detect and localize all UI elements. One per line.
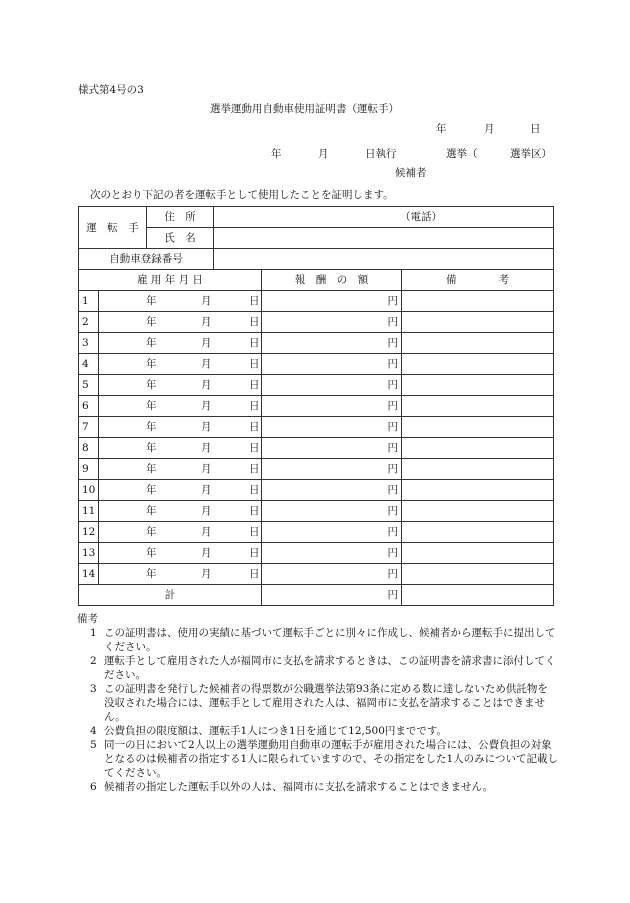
employ-date-field[interactable] [99,312,262,333]
note-number: 3 [90,683,97,695]
row-number: 1 [79,291,99,312]
row-number: 13 [79,543,99,564]
remarks-field[interactable] [402,501,554,522]
employ-date-field[interactable] [99,354,262,375]
row-number: 2 [79,312,99,333]
row-year-label: 年 [146,316,157,328]
note-number: 2 [90,655,97,667]
remarks-field[interactable] [402,312,554,333]
exec-district: 選挙区） [510,148,552,160]
employ-date-field[interactable] [99,522,262,543]
table-row [79,396,554,417]
row-year-label: 年 [146,337,157,349]
row-number: 6 [79,396,99,417]
row-day-label: 日 [249,379,260,391]
remarks-field[interactable] [402,438,554,459]
note-text: この証明書を発行した候補者の得票数が公職選挙法第93条に定める数に達しないため供託物を没収された場合には、運転手として雇用された人は、福岡市に支払を請求することはできません。 [104,683,548,723]
reward-field[interactable] [262,438,402,459]
exec-day: 日執行 [365,148,397,160]
row-day-label: 日 [249,400,260,412]
note-text: この証明書は、使用の実績に基づいて運転手ごとに別々に作成し、候補者から運転手に提出してください。 [104,627,556,653]
row-month-label: 月 [201,442,212,454]
remarks-field[interactable] [402,291,554,312]
remarks-field[interactable] [402,480,554,501]
table-row [79,312,554,333]
date-day: 日 [530,123,541,135]
row-day-label: 日 [249,316,260,328]
remarks-field[interactable] [402,459,554,480]
table-row [79,501,554,522]
col-reward-header: 報 酬 の 額 [262,270,402,291]
employ-date-field[interactable] [99,438,262,459]
row-year-label: 年 [146,505,157,517]
form-number: 様式第4号の3 [78,84,144,96]
reward-field[interactable] [262,396,402,417]
reward-field[interactable] [262,354,402,375]
employ-date-field[interactable] [99,543,262,564]
remarks-field[interactable] [402,417,554,438]
yen-label: 円 [387,400,398,412]
yen-label: 円 [387,463,398,475]
table-row [79,480,554,501]
row-year-label: 年 [146,421,157,433]
address-field[interactable] [214,207,554,228]
total-label: 計 [79,585,262,606]
table-row [79,438,554,459]
note-item [90,780,558,794]
employ-date-field[interactable] [99,333,262,354]
note-text: 候補者の指定した運転手以外の人は、福岡市に支払を請求することはできません。 [104,781,494,793]
yen-label: 円 [387,316,398,328]
remarks-field[interactable] [402,396,554,417]
reward-field[interactable] [262,333,402,354]
reward-field[interactable] [262,459,402,480]
reward-field[interactable] [262,564,402,585]
name-field[interactable] [214,228,554,249]
candidate-label: 候補者 [395,167,427,179]
employ-date-field[interactable] [99,501,262,522]
row-number: 12 [79,522,99,543]
note-text: 公費負担の限度額は、運転手1人につき1日を通じて12,500円までです。 [104,725,448,737]
row-month-label: 月 [201,547,212,559]
row-day-label: 日 [249,421,260,433]
driver-label: 運 転 手 [79,207,147,249]
yen-label: 円 [387,484,398,496]
remarks-field[interactable] [402,375,554,396]
note-number: 5 [90,739,97,751]
row-month-label: 月 [201,400,212,412]
note-number: 4 [90,725,97,737]
yen-label: 円 [387,442,398,454]
car-reg-field[interactable] [214,249,554,270]
employ-date-field[interactable] [99,459,262,480]
notes-section [78,612,558,794]
row-month-label: 月 [201,421,212,433]
note-text: 運転手として雇用された人が福岡市に支払を請求するときは、この証明書を請求書に添付してください。 [104,655,556,681]
row-number: 7 [79,417,99,438]
employ-date-field[interactable] [99,564,262,585]
note-item [90,724,558,738]
yen-label: 円 [387,295,398,307]
row-month-label: 月 [201,526,212,538]
phone-label: （電話） [400,211,442,223]
total-remarks-field[interactable] [402,585,554,606]
remarks-field[interactable] [402,354,554,375]
reward-field[interactable] [262,543,402,564]
row-day-label: 日 [249,547,260,559]
row-day-label: 日 [249,442,260,454]
note-item [90,626,558,654]
row-year-label: 年 [146,547,157,559]
note-text: 同一の日において2人以上の選挙運動用自動車の運転手が雇用された場合には、公費負担の対象となるのは候補者の指定する1人に限られていますので、その指定をした1人のみについて記載してください。 [104,739,558,779]
table-row [79,564,554,585]
remarks-field[interactable] [402,522,554,543]
yen-label: 円 [387,337,398,349]
yen-label: 円 [387,568,398,580]
remarks-field[interactable] [402,543,554,564]
row-year-label: 年 [146,463,157,475]
reward-field[interactable] [262,501,402,522]
total-row [79,585,554,606]
table-row [79,543,554,564]
row-month-label: 月 [201,295,212,307]
remarks-field[interactable] [402,564,554,585]
employ-date-field[interactable] [99,480,262,501]
row-number: 9 [79,459,99,480]
row-year-label: 年 [146,400,157,412]
total-reward-field[interactable] [262,585,402,606]
employ-date-field[interactable] [99,291,262,312]
row-number: 10 [79,480,99,501]
date-month: 月 [484,123,495,135]
row-day-label: 日 [249,526,260,538]
row-number: 11 [79,501,99,522]
row-day-label: 日 [249,505,260,517]
table-row [79,417,554,438]
row-year-label: 年 [146,526,157,538]
employ-date-field[interactable] [99,375,262,396]
row-number: 3 [79,333,99,354]
row-day-label: 日 [249,463,260,475]
reward-field[interactable] [262,522,402,543]
row-number: 4 [79,354,99,375]
reward-field[interactable] [262,480,402,501]
row-month-label: 月 [201,379,212,391]
row-month-label: 月 [201,316,212,328]
yen-label: 円 [387,421,398,433]
yen-label: 円 [387,379,398,391]
row-day-label: 日 [249,295,260,307]
name-label: 氏 名 [147,228,214,249]
row-year-label: 年 [146,295,157,307]
row-day-label: 日 [249,484,260,496]
address-label: 住 所 [147,207,214,228]
yen-label: 円 [387,505,398,517]
table-row [79,459,554,480]
row-year-label: 年 [146,484,157,496]
row-year-label: 年 [146,568,157,580]
reward-field[interactable] [262,312,402,333]
row-month-label: 月 [201,484,212,496]
row-month-label: 月 [201,337,212,349]
row-number: 14 [79,564,99,585]
table-row [79,375,554,396]
employ-date-field[interactable] [99,396,262,417]
table-row [79,522,554,543]
note-item [90,682,558,724]
reward-field[interactable] [262,291,402,312]
notes-title: 備考 [77,613,98,625]
yen-label: 円 [387,526,398,538]
table-row [79,354,554,375]
table-row [79,291,554,312]
row-month-label: 月 [201,463,212,475]
note-number: 6 [90,781,97,793]
row-month-label: 月 [201,505,212,517]
employ-date-field[interactable] [99,417,262,438]
reward-field[interactable] [262,417,402,438]
row-day-label: 日 [249,337,260,349]
note-item [90,738,558,780]
intro-text: 次のとおり下記の者を運転手として使用したことを証明します。 [90,189,394,201]
row-year-label: 年 [146,379,157,391]
col-employ-header: 雇 用 年 月 日 [79,270,262,291]
table-row [79,333,554,354]
exec-year: 年 [271,148,282,160]
row-day-label: 日 [249,568,260,580]
certificate-table [78,206,554,606]
date-year: 年 [436,123,447,135]
row-number: 8 [79,438,99,459]
row-month-label: 月 [201,358,212,370]
row-number: 5 [79,375,99,396]
note-item [90,654,558,682]
exec-election: 選挙（ [446,148,478,160]
yen-label: 円 [387,589,398,601]
yen-label: 円 [387,358,398,370]
row-year-label: 年 [146,358,157,370]
col-remarks-header: 備 考 [402,270,554,291]
note-number: 1 [90,627,97,639]
reward-field[interactable] [262,375,402,396]
row-year-label: 年 [146,442,157,454]
car-reg-label: 自動車登録番号 [79,249,214,270]
exec-month: 月 [318,148,329,160]
row-day-label: 日 [249,358,260,370]
row-month-label: 月 [201,568,212,580]
remarks-field[interactable] [402,333,554,354]
yen-label: 円 [387,547,398,559]
document-title: 選挙運動用自動車使用証明書（運転手） [210,103,399,115]
